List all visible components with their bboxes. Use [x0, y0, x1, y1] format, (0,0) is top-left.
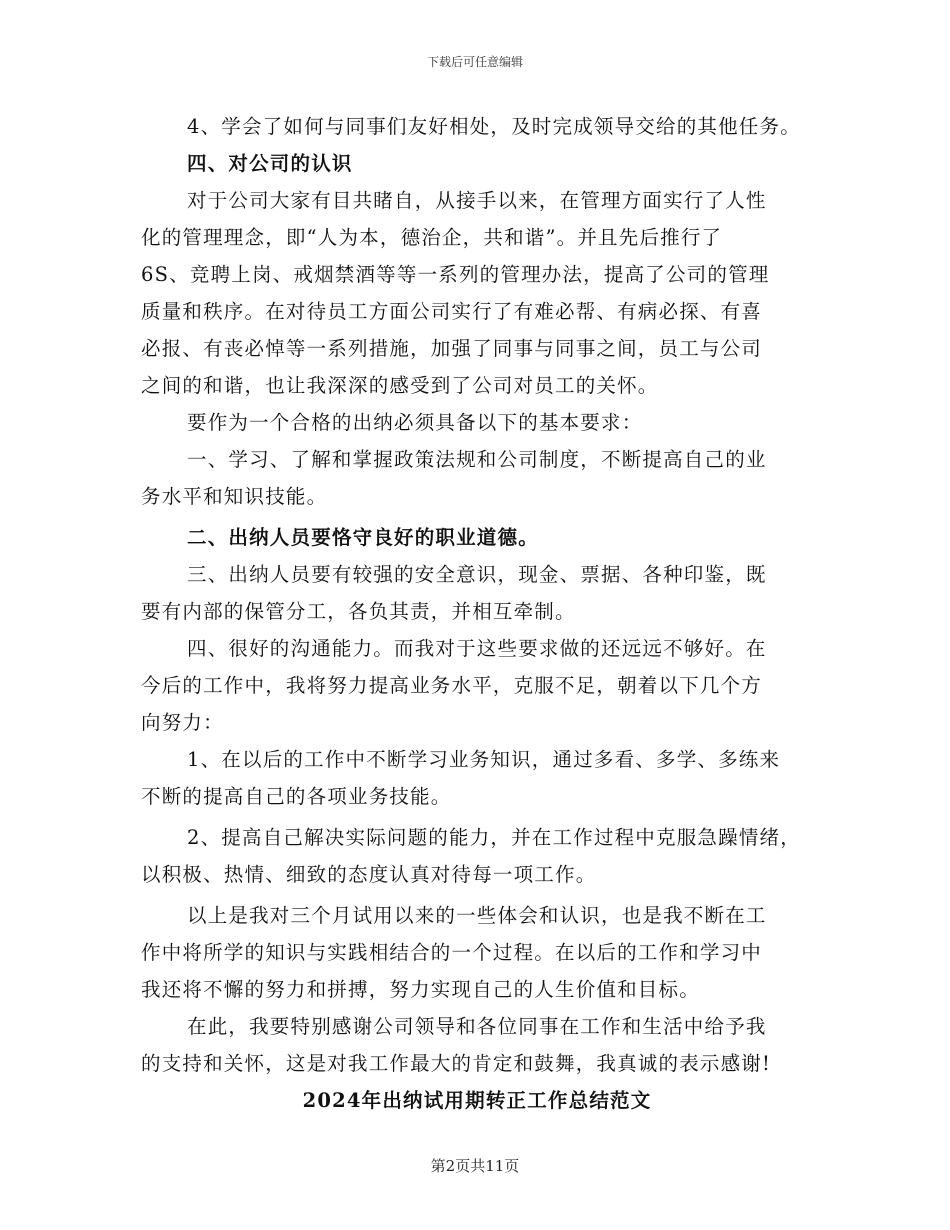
paragraph-line: 一、学习、了解和掌握政策法规和公司制度，不断提高自己的业: [187, 448, 767, 471]
paragraph-line: 必报、有丧必悼等一系列措施，加强了同事与同事之间，员工与公司: [141, 337, 763, 360]
paragraph-line: 务水平和知识技能。: [141, 485, 328, 508]
paragraph-line: 不断的提高自己的各项业务技能。: [141, 785, 452, 808]
paragraph-line: 向努力：: [141, 711, 224, 734]
paragraph-line: 质量和秩序。在对待员工方面公司实行了有难必帮、有病必探、有喜: [141, 300, 763, 323]
paragraph-line: 要作为一个合格的出纳必须具备以下的基本要求：: [187, 411, 643, 434]
paragraph-line: 之间的和谐，也让我深深的感受到了公司对员工的关怀。: [141, 374, 659, 397]
page-footer: 第2页共11页: [430, 1157, 520, 1175]
paragraph-line: 1、在以后的工作中不断学习业务知识，通过多看、多学、多练来: [187, 748, 781, 771]
page-header: 下载后可任意编辑: [426, 55, 523, 69]
paragraph-line: 对于公司大家有目共睹自，从接手以来，在管理方面实行了人性: [187, 189, 767, 212]
paragraph-line: 在此，我要特别感谢公司领导和各位同事在工作和生活中给予我: [187, 1015, 767, 1038]
paragraph-line: 的支持和关怀，这是对我工作最大的肯定和鼓舞，我真诚的表示感谢!: [141, 1052, 772, 1075]
paragraph-line: 4、学会了如何与同事们友好相处，及时完成领导交给的其他任务。: [187, 115, 801, 138]
paragraph-line: 我还将不懈的努力和拼搏，努力实现自己的人生价值和目标。: [141, 978, 700, 1001]
section-heading: 二、出纳人员要恪守良好的职业道德。: [187, 526, 539, 549]
paragraph-line: 三、出纳人员要有较强的安全意识，现金、票据、各种印鉴，既: [187, 563, 767, 586]
document-title: 2024年出纳试用期转正工作总结范文: [302, 1089, 652, 1112]
paragraph-line: 今后的工作中，我将努力提高业务水平，克服不足，朝着以下几个方: [141, 674, 763, 697]
document-body: [141, 108, 813, 1119]
paragraph-line: 2、提高自己解决实际问题的能力，并在工作过程中克服急躁情绪，: [187, 826, 801, 849]
paragraph-line: 要有内部的保管分工，各负其责，并相互牵制。: [141, 600, 576, 623]
paragraph-line: 以积极、热情、细致的态度认真对待每一项工作。: [141, 863, 597, 886]
section-heading: 四、对公司的认识: [187, 152, 353, 175]
paragraph-line: 以上是我对三个月试用以来的一些体会和认识，也是我不断在工: [187, 904, 767, 927]
paragraph-line: 作中将所学的知识与实践相结合的一个过程。在以后的工作和学习中: [141, 941, 763, 964]
paragraph-line: 四、很好的沟通能力。而我对于这些要求做的还远远不够好。在: [187, 637, 767, 660]
paragraph-line: 6S、竞聘上岗、戒烟禁酒等等一系列的管理办法，提高了公司的管理: [141, 263, 770, 286]
paragraph-line: 化的管理理念，即“人为本，德治企，共和谐”。并且先后推行了: [141, 226, 723, 249]
